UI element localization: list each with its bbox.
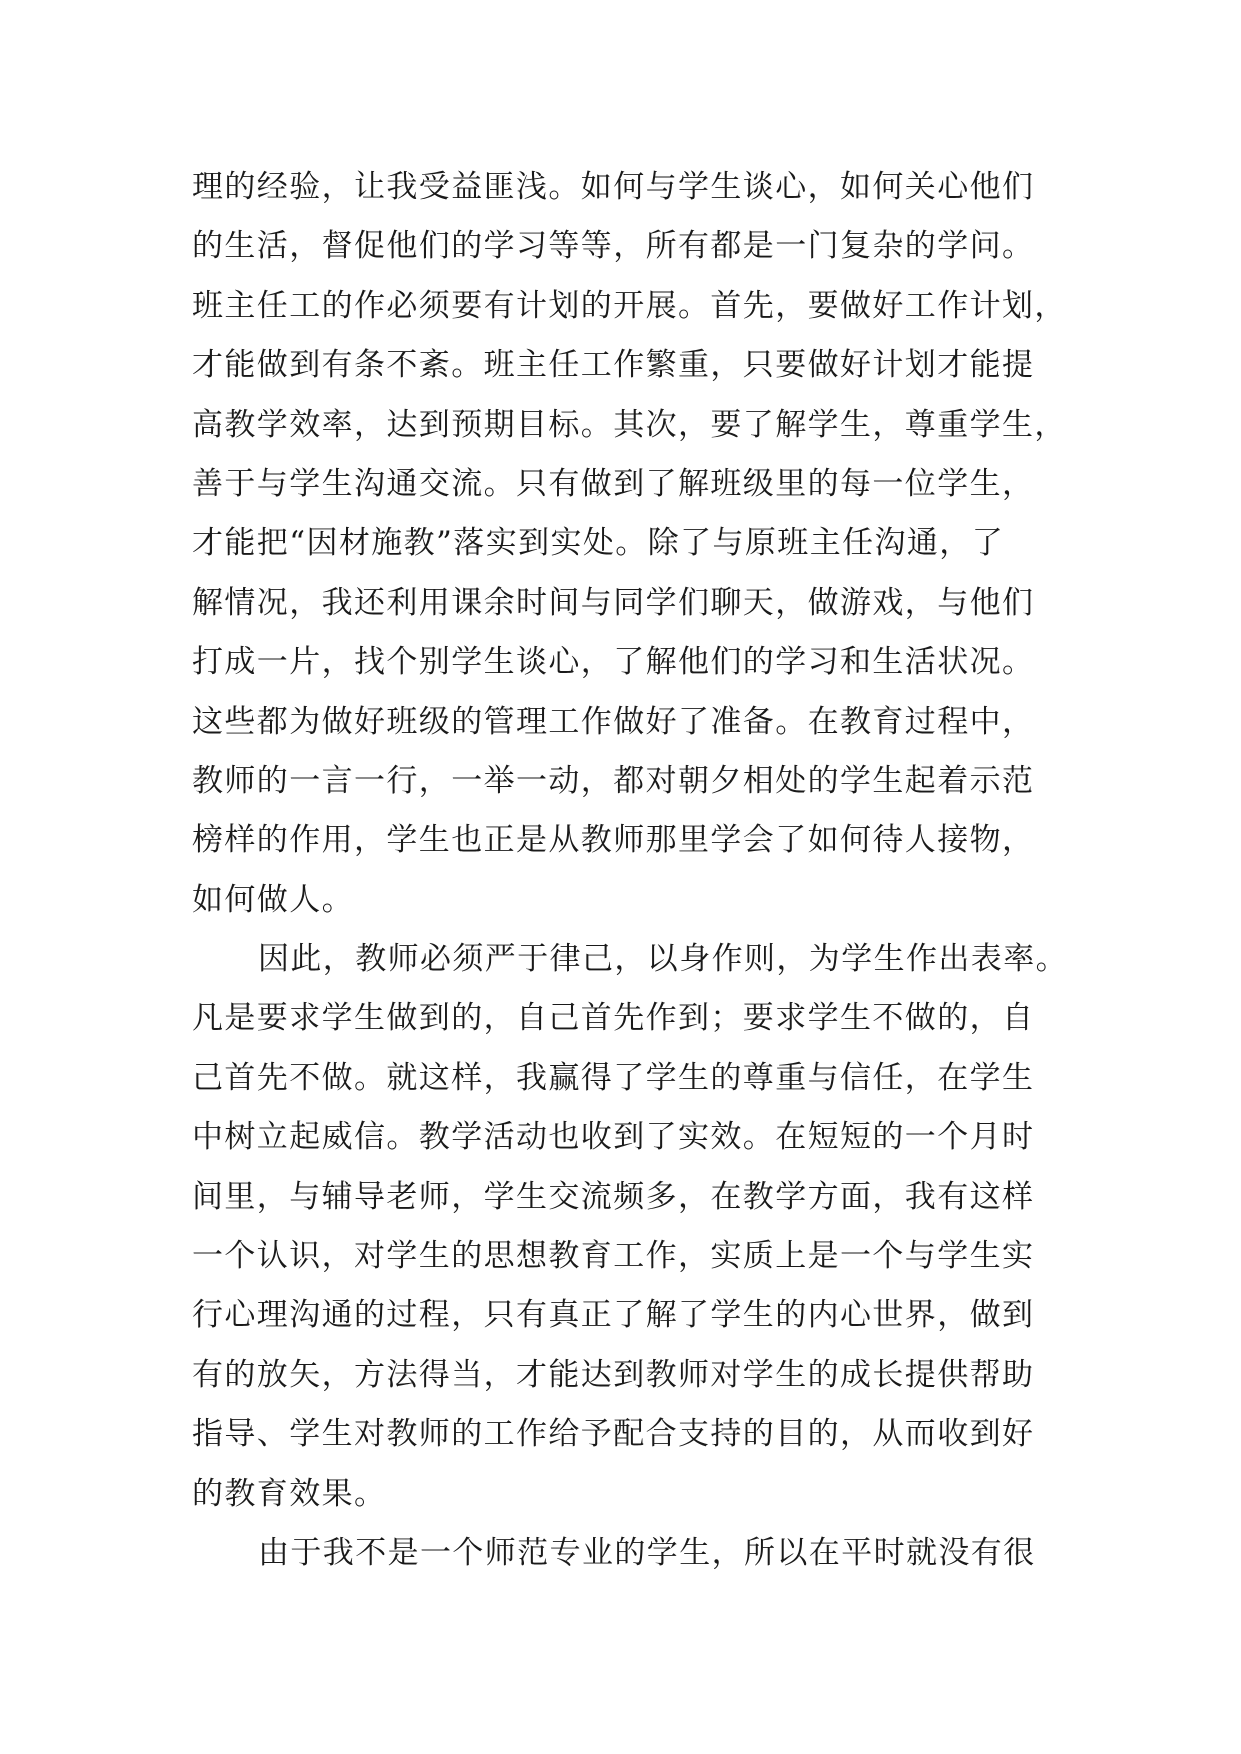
text-line: 才能做到有条不紊。班主任工作繁重，只要做好计划才能提 [192,347,1035,384]
text-line: 由于我不是一个师范专业的学生，所以在平时就没有很 [258,1534,1036,1571]
body-text [192,158,1068,1583]
text-line: 指导、学生对教师的工作给予配合支持的目的，从而收到好 [192,1416,1035,1453]
text-line: 榜样的作用，学生也正是从教师那里学会了如何待人接物， [192,822,1035,859]
text-line: 班主任工的作必须要有计划的开展。首先，要做好工作计划， [192,287,1067,324]
text-line: 理的经验，让我受益匪浅。如何与学生谈心，如何关心他们 [192,169,1035,205]
text-line: 的生活，督促他们的学习等等，所有都是一门复杂的学问。 [192,228,1035,265]
text-line: 间里，与辅导老师，学生交流频多，在教学方面，我有这样 [192,1178,1035,1215]
text-line: 中树立起威信。教学活动也收到了实效。在短短的一个月时 [192,1119,1035,1156]
text-line: 如何做人。 [192,881,354,918]
text-line: 解情况，我还利用课余时间与同学们聊天，做游戏，与他们 [192,584,1035,621]
text-line: 一个认识，对学生的思想教育工作，实质上是一个与学生实 [192,1238,1035,1275]
text-line: 凡是要求学生做到的，自己首先作到；要求学生不做的，自 [192,1000,1035,1037]
text-line: 行心理沟通的过程，只有真正了解了学生的内心世界，做到 [192,1297,1035,1334]
text-line: 才能把“因材施教”落实到实处。除了与原班主任沟通，了 [192,525,1005,562]
text-line: 这些都为做好班级的管理工作做好了准备。在教育过程中， [192,703,1035,740]
text-line: 有的放矢，方法得当，才能达到教师对学生的成长提供帮助 [192,1356,1035,1393]
text-line: 善于与学生沟通交流。只有做到了解班级里的每一位学生， [192,465,1035,502]
text-line: 高教学效率，达到预期目标。其次，要了解学生，尊重学生， [192,406,1067,443]
text-line: 己首先不做。就这样，我赢得了学生的尊重与信任，在学生 [192,1059,1035,1096]
text-line: 教师的一言一行，一举一动，都对朝夕相处的学生起着示范 [192,762,1035,799]
text-line: 的教育效果。 [192,1475,387,1512]
text-line: 因此，教师必须严于律己，以身作则，为学生作出表率。 [258,941,1068,978]
text-line: 打成一片，找个别学生谈心，了解他们的学习和生活状况。 [192,644,1035,681]
